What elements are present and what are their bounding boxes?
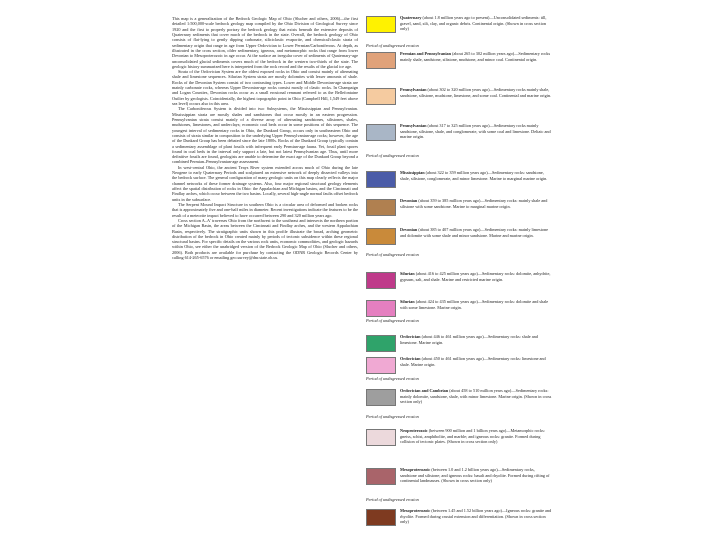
- color-swatch: [366, 124, 396, 141]
- unit-description: (about 1.8 million years ago to present)—Unconsolidated sediments: till, gravel, sand, silt, clay, and organic debris. Continental origin. (Shown in cross section only): [400, 16, 547, 32]
- unit-description: (about 359 to 385 million years ago)—Sedimentary rocks: mainly shale and siltstone with some sandstone. Marine to marginal marine origin.: [400, 198, 548, 209]
- paragraph-teays-river: In west-central Ohio, the ancient Teays River system extended across much of Ohio during the late Neogene to early Quaternary Periods and sculptured an extensive network of deeply dissected valleys into the bedrock surface. The general configuration of many geologic units on this map clearly reflects the major channel networks of these former drainage systems. Also, four major regional structural geology elements affect the spatial distribution of rocks in Ohio: the Appalachian and Michigan basins, and the Cincinnati and Findlay arches, which occur between the two basins. Locally, several high-angle normal faults offset bedrock units in the subsurface.: [172, 164, 358, 202]
- unit-name: Pennsylvanian: [400, 123, 427, 129]
- unit-name: Quaternary: [400, 16, 422, 21]
- color-swatch: [366, 199, 396, 216]
- unit-name: Ordovician: [400, 356, 421, 362]
- unit-description: (about 450 to 461 million years ago)—Sedimentary rocks: limestone and shale. Marine origin.: [400, 356, 546, 367]
- erosion-period-label: Period of undisgressed erosion: [366, 153, 419, 158]
- color-swatch: [366, 389, 396, 406]
- unit-description: (about 265 to 302 million years ago)—Sedimentary rocks mainly shale, sandstone, siltstone, mudstone, and minor coal. Continental origin.: [400, 51, 551, 62]
- color-swatch: [366, 16, 396, 33]
- unit-name: Ordovician and Cambrian: [400, 388, 449, 394]
- unit-name: Permian and Pennsylvanian: [400, 51, 452, 57]
- color-swatch: [366, 468, 396, 485]
- erosion-period-label: Period of undisgressed erosion: [366, 497, 419, 502]
- erosion-period-label: Period of undisgressed erosion: [366, 43, 419, 48]
- paragraph-serpent-mound: The Serpent Mound Impact Structure in southern Ohio is a circular area of deformed and broken rocks that is approximately five and one-half miles in diameter. Recent investigations indicate the features to be the result of a meteorite impact believed to have occurred between 290 and 320 million years ago.: [172, 201, 358, 218]
- erosion-period-label: Period of undisgressed erosion: [366, 414, 419, 419]
- unit-name: Mississippian: [400, 170, 425, 176]
- color-swatch: [366, 357, 396, 374]
- unit-name: Mesoproterozoic: [400, 508, 431, 514]
- unit-description: (between 1.0 and 1.2 billion years ago)—Sedimentary rocks, sandstone and siltstone; and igneous rocks: basalt and rhyolite. Formed during rifting of continental landmasses. (Shown in cross section only): [400, 467, 550, 484]
- erosion-period-label: Period of undisgressed erosion: [366, 318, 419, 323]
- unit-name: Mesoproterozoic: [400, 467, 431, 473]
- unit-description: (about 416 to 425 million years ago)—Sedimentary rocks: dolomite, anhydrite, gypsum, salt, and shale. Marine and restricted marine origin.: [400, 271, 551, 282]
- paragraph-carboniferous: The Carboniferous System is divided into two Subsystems, the Mississippian and Pennsylvanian. Mississippian strata are mostly shales and sandstones that occur mostly in an eastern progression. Pennsylvanian strata consist mainly of a diverse array of alternating sandstones, siltstones, shales, mudstones, limestones, and underclays; economic coal beds occur in some positions of this sequence. The youngest interval of sedimentary rocks in Ohio, the Dunkard Group, occurs only in southeastern Ohio and consists of strata similar in composition to the underlying Upper Pennsylvanian-age rocks; however, the age of the Dunkard Group has been debated since the late 1800s. Rocks of the Dunkard Group typically contain a sedimentary assemblage of plant fossils with infrequent early Permian-age fauna. Yet, fossil plant spores found in coal beds in the interval only support a late, but not latest Pennsylvanian age. Thus, until more definitive fossils are found, geologists are unable to determine the exact age of the Dunkard Group beyond a combined Permian–Pennsylvanian-age assessment.: [172, 106, 358, 165]
- unit-name: Devonian: [400, 198, 418, 204]
- unit-name: Pennsylvanian: [400, 87, 427, 93]
- unit-description: (between 1.45 and 1.52 billion years ago)—Igneous rocks: granite and rhyolite. Formed during crustal extension and differentiation. (Shown in cross section only): [400, 508, 552, 525]
- color-swatch: [366, 335, 396, 352]
- unit-name: Silurian: [400, 299, 415, 305]
- unit-description: (about 424 to 435 million years ago)—Sedimentary rocks: dolomite and shale with some limestone. Marine origin.: [400, 299, 549, 310]
- paragraph-overview: This map is a generalization of the Bedrock Geologic Map of Ohio (Slucher and others, 2006)—the first detailed 1:500,000-scale bedrock geology map compiled by the Ohio Division of Geological Survey since 1920 and the first to properly portray the bedrock geology that exists beneath the extensive deposits of Quaternary sediments that cover much of the bedrock in the state. Overall, the bedrock geology of Ohio consists of flat-lying to gently dipping carbonate, siliciclastic evaporite, and chemical/clastic strata of sedimentary origin that range in age from Upper Ordovician to Lower Permian/Carboniferous. At depth, as illustrated in the cross section, older sedimentary, igneous, and metamorphic rocks that range from lower Devonian to Mesoproterozoic in age occur. At the surface an irregular cover of sediments of Quaternary-age unconsolidated glacial sediments covers much of the bedrock in the western two-thirds of the state. The geologic history summarized here is interpreted from the rock record and the results of the glacial ice age.: [172, 16, 358, 69]
- unit-description: (about 302 to 320 million years ago)—Sedimentary rocks mainly shale, sandstone, siltstone, mudstone, limestone, and some coal. Continental and marine origin.: [400, 87, 552, 98]
- unit-description: (about 446 to 461 million years ago)—Sedimentary rocks: shale and limestone. Marine origin.: [400, 334, 538, 345]
- paragraph-cross-section: Cross section A–A′ traverses Ohio from the northwest to the southeast and intersects the northern portion of the Michigan Basin, the areas between the Cincinnati and Findlay arches, and the western Appalachian Basin, respectively. The stratigraphic units shown in this profile illustrate the broad, arching geometric distribution of the bedrock in Ohio created mainly by periods of tectonic subsidence within these regional structural basins. For specific details on the various rock units, economic commodities, and geologic hazards within Ohio, see either the unabridged version of the Bedrock Geologic Map of Ohio (Slucher and others, 2006). Both products are available for purchase by contacting the ODNR Geologic Records Center by calling 614-265-6576 or emailing geo.survey@dnr.state.oh.us.: [172, 217, 358, 261]
- unit-description: (about 458 to 510 million years ago)—Sedimentary rocks: mainly dolomite, sandstone, shale, with minor limestone. Marine origin. (Shown in cross section only): [400, 388, 552, 405]
- color-swatch: [366, 171, 396, 188]
- color-swatch: [366, 300, 396, 317]
- unit-description: (about 322 to 359 million years ago)—Sedimentary rocks: sandstone, shale, siltstone, conglomerate, and minor limestone. Marine to marginal marine origin.: [400, 170, 548, 181]
- color-swatch: [366, 228, 396, 245]
- erosion-period-label: Period of undisgressed erosion: [366, 376, 419, 381]
- color-swatch: [366, 52, 396, 69]
- unit-name: Ordovician: [400, 334, 421, 340]
- unit-description: (between 900 million and 1 billion years ago)—Metamorphic rocks: gneiss, schist, amphibolite, and marble; and igneous rocks: granite. Formed during collision of tectonic plates. (Shown in cross section only): [400, 428, 545, 445]
- explanatory-text-column: [172, 16, 358, 528]
- color-swatch: [366, 272, 396, 289]
- erosion-period-label: Period of undisgressed erosion: [366, 252, 419, 257]
- unit-name: Neoproterozoic: [400, 428, 428, 434]
- unit-description: (about 385 to 407 million years ago)—Sedimentary rocks: mainly limestone and dolomite with some shale and minor sandstone. Marine and marine origin.: [400, 227, 549, 238]
- color-swatch: [366, 88, 396, 105]
- unit-name: Silurian: [400, 271, 415, 277]
- legend-column: [366, 16, 554, 536]
- paragraph-ordovician-silurian-devonian: Strata of the Ordovician System are the oldest exposed rocks in Ohio and consist mainly of alternating shale and limestone sequences. Silurian System strata are mostly dolomites with lesser amounts of shale. Rocks of the Devonian System consist of two contrasting types. Lower and Middle Devonian-age strata are mainly carbonate rocks, whereas Upper Devonian-age rocks consist mostly of clastic rocks. In Champaign and Logan Counties, Devonian rocks occur as a small erosional remnant referred to as the Bellefontaine Outlier by geologists. Coincidentally, the highest topographic point in Ohio (Campbell Hill, 1,549 feet above sea level) occurs also in this area.: [172, 69, 358, 106]
- color-swatch: [366, 429, 396, 446]
- color-swatch: [366, 509, 396, 526]
- unit-name: Devonian: [400, 227, 418, 233]
- unit-description: (about 317 to 325 million years ago)—Sedimentary rocks mainly sandstone, siltstone, shale, and conglomerate, with some coal and limestone. Deltaic and marine origin.: [400, 123, 551, 140]
